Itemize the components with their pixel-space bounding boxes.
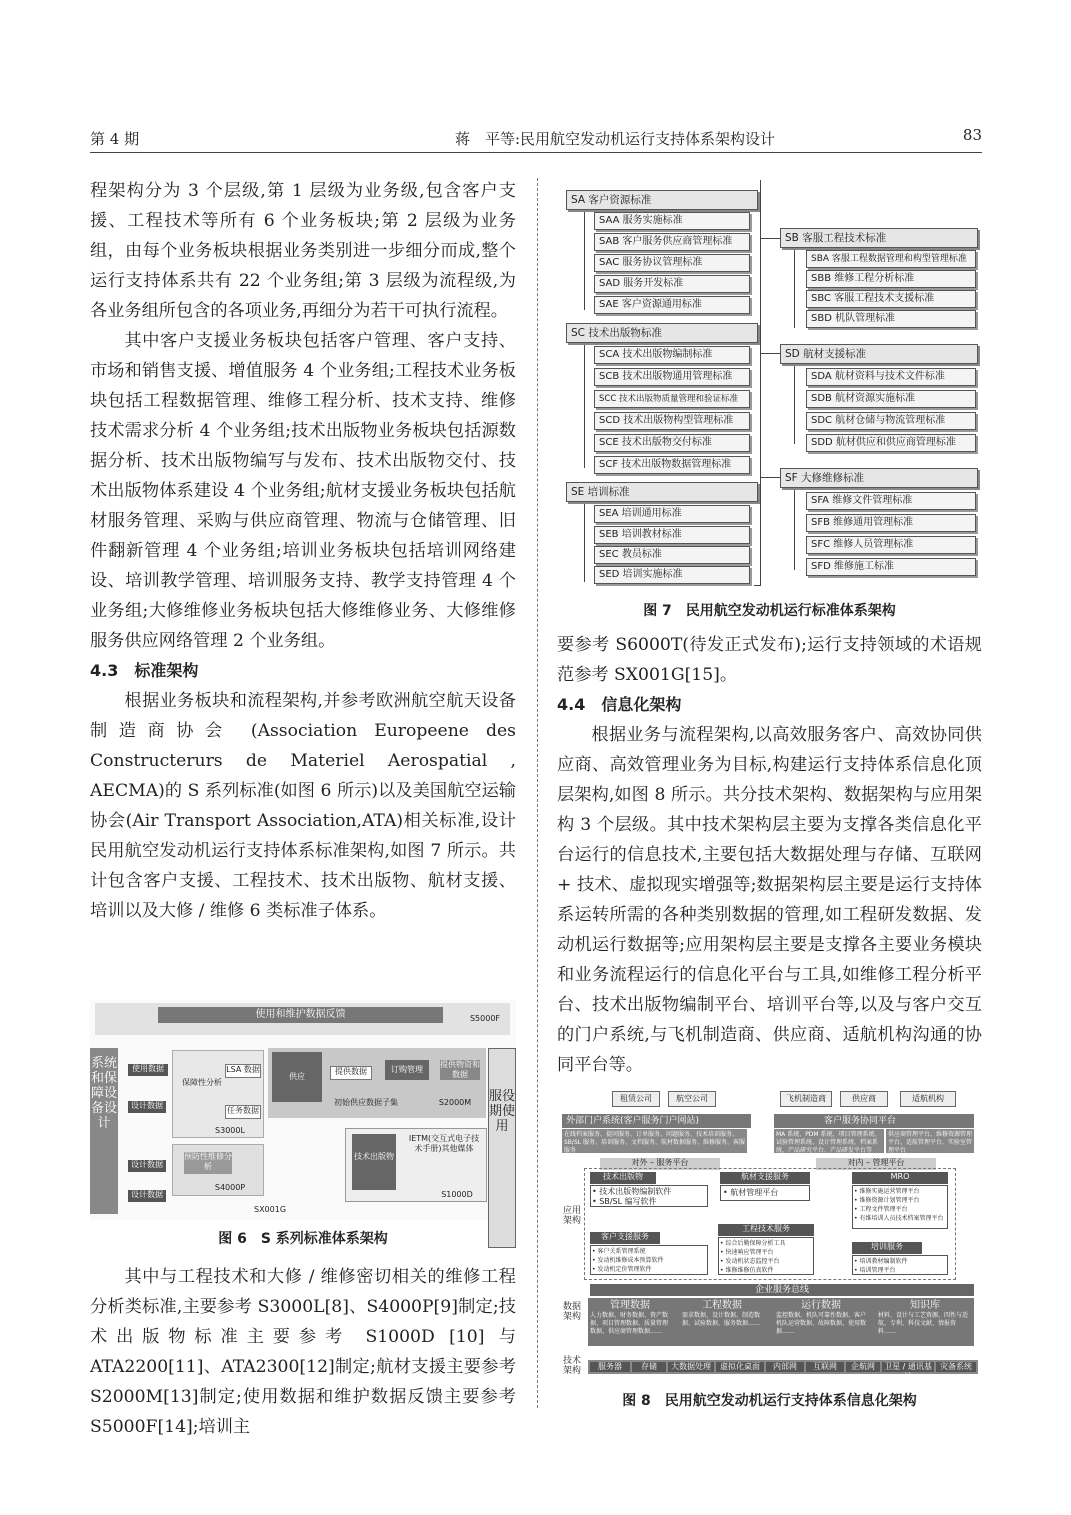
tech-pub-module: 技术出版物: [590, 1172, 656, 1184]
partner-box: 航空公司: [668, 1091, 716, 1107]
paragraph: 要参考 S6000T(待发正式发布);运行支持领域的术语规范参考 SX001G[15]。: [557, 635, 982, 685]
paragraph: 根据业务与流程架构,以高效服务客户、高效协同供应商、高效管理业务为目标,构建运行支持体系信息化顶层架构,如图 8 所示。共分技术架构、数据架构与应用架构 3 个层级。其中技术架构层主要为支撑各类信息化平台运行的信息技术,主要包括大数据处理与存储、互联网 + 技术、虚拟现实增强等;数据架构层主要是运行支持体系运转所需的各种类别数据的管理,如工程研发数据、发动机运行数据等;应用架构层主要是支撑各主要业务模块和业务流程运行的信息化平台与工具,如维修工程分析平台、技术出版物编制平台、培训平台等,以及与客户交互的门户系统,与飞机制造商、供应商、适航机构沟通的协同平台等。: [557, 725, 982, 1075]
group-sf: SF 大修维修标准: [780, 468, 978, 488]
standard-item: SDA 航材资料与技术文件标准: [806, 368, 976, 386]
running-header: [90, 126, 982, 153]
partner-box: 供应商: [840, 1091, 888, 1107]
material-items: • 航材管理平台: [720, 1185, 810, 1201]
figure-7: [560, 180, 980, 590]
standard-item: SCE 技术出版物交付标准: [594, 434, 750, 452]
standard-item: SEC 教员标准: [594, 546, 750, 564]
data-col-title: 管理数据: [610, 1300, 650, 1311]
internal-platform: 对内 – 管理平台: [816, 1158, 936, 1170]
tech-item: 灾备系统: [936, 1362, 976, 1372]
group-sc: SC 技术出版物标准: [566, 323, 758, 343]
paragraph: 根据业务板块和流程架构,并参考欧洲航空航天设备制造商协会 (Association Europeene des Constructerurs de Materiel Aerospatial , AECMA)的 S 系列标准(如图 6 所示)以及美国航空运输协会(Air Transport Association,ATA)相关标准,设计民用航空发动机运行支持体系标准架构,如图 7 所示。共计包含客户支援、工程技术、技术出版物、航材支援、培训以及大修 / 维修 6 类标准子体系。: [90, 691, 516, 921]
support-analysis: 保障性分析: [182, 1078, 222, 1087]
customer-items: • 客户关系管理系统 • 发动机维修成本预算软件 • 发动机定价管理软件: [590, 1245, 708, 1275]
label-s2000m: S2000M: [438, 1098, 472, 1107]
lsa-data: LSA 数据: [225, 1064, 261, 1078]
external-platform: 对外 – 服务平台: [600, 1158, 720, 1170]
tech-pub-box: 技术出版物: [352, 1134, 396, 1190]
engineering-items: • 综合后勤保障分析工具 • 快速响应管理平台 • 发动机状态监控平台 • 维修维修仿真软件: [718, 1237, 814, 1275]
standard-item: SAB 客户服务供应商管理标准: [594, 233, 750, 251]
standard-item: SFA 维修文件管理标准: [806, 492, 976, 510]
standard-item: SCD 技术出版物构型管理标准: [594, 412, 750, 430]
paragraph: 程架构分为 3 个层级,第 1 层级为业务级,包含客户支援、工程技术等所有 6 个业务板块;第 2 层级为业务组，由每个业务板块根据业务类别进一步细分而成,整个运行支持体系共有 22 个业务组;第 3 层级为流程级,为各业务组所包含的各项业务,再细分为若干可执行流程。: [90, 181, 516, 321]
right-side-label: 服役期使用: [488, 1048, 516, 1248]
group-sa: SA 客户资源标准: [566, 190, 758, 210]
standard-item: SEA 培训通用标准: [594, 505, 750, 523]
tech-item: 大数据处理: [668, 1362, 714, 1372]
label-s3000l: S3000L: [215, 1126, 245, 1135]
provide-data: 提供数据: [330, 1066, 372, 1080]
tech-item: 服务器: [590, 1362, 630, 1372]
standard-item: SDD 航材供应和供应商管理标准: [806, 434, 976, 452]
initial-supply: 初始供应数据子集: [334, 1098, 398, 1107]
issue-number: 第 4 期: [90, 130, 140, 148]
figure-6: [90, 1000, 516, 1220]
data-col-title: 运行数据: [801, 1300, 841, 1311]
standard-item: SAC 服务协议管理标准: [594, 254, 750, 272]
tech-item: 互联网: [806, 1362, 844, 1372]
standard-item: SCC 技术出版物质量管理和验证标准: [594, 390, 750, 408]
data-col-desc: 人力数据、财务数据、资产数据、项目管理数据、质量管理数据、供应商管理数据……: [590, 1312, 669, 1335]
portal-desc: 在线档案服务、提问服务、订单服务、问题服务、技术培训服务、SB/SL 服务、培训服务、文档服务、航材数据服务、维修服务、客服服务: [564, 1131, 746, 1154]
training-module: 培训服务: [852, 1242, 922, 1254]
figure-7-caption: 图 7 民用航空发动机运行标准体系架构: [643, 603, 896, 619]
tech-item: 内部网: [766, 1362, 804, 1372]
mro-module: MRO: [852, 1172, 948, 1184]
tech-layer-label: 技术架构: [562, 1356, 581, 1376]
standard-item: SDC 航材仓储与物流管理标准: [806, 412, 976, 430]
standard-item: SED 培训实施标准: [594, 566, 750, 584]
training-items: • 培训教材编制软件 • 培训管理平台: [852, 1255, 948, 1275]
left-column-top: [90, 176, 516, 926]
label-sx001g: SX001G: [253, 1205, 287, 1214]
mro-items: • 维修实施运营管理平台 • 维修资源计划管理平台 • 工程文件管理平台 • 有维培训人员技术档案管理平台: [852, 1185, 948, 1229]
standard-item: SAE 客户资源通用标准: [594, 296, 750, 314]
standard-item: SBC 客服工程技术支援标准: [806, 290, 976, 308]
portal-title: 外部门户系统(客户服务门户网站): [562, 1114, 751, 1128]
figure-8: [560, 1088, 982, 1380]
tech-item: 企航网: [846, 1362, 880, 1372]
standard-item: SFC 维修人员管理标准: [806, 536, 976, 554]
customer-module: 客户支援服务: [590, 1232, 660, 1244]
preventive-analysis: 预防性维修分析: [184, 1152, 232, 1174]
partner-box: 飞机制造商: [780, 1091, 832, 1107]
use-data: 使用数据: [128, 1064, 168, 1076]
standard-item: SFD 维修施工标准: [806, 558, 976, 576]
group-sd: SD 航材支援标准: [780, 344, 978, 364]
standard-item: SFB 维修通用管理标准: [806, 514, 976, 532]
right-column: [557, 630, 982, 1080]
standard-item: SCF 技术出版物数据管理标准: [594, 456, 750, 474]
paragraph: 其中与工程技术和大修 / 维修密切相关的维修工程分析类标准,主要参考 S3000L[8]、S4000P[9]制定;技术出版物标准主要参考 S1000D [10] 与 ATA2200[11]、ATA2300[12]制定;航材支援主要参考 S2000M[13]制定;使用数据和维护数据反馈主要参考 S5000F[14];培训主: [90, 1267, 516, 1437]
tech-item: 存储: [632, 1362, 666, 1372]
standard-item: SEB 培训教材标准: [594, 526, 750, 544]
data-col-title: 知识库: [910, 1300, 940, 1311]
tech-item: 虚拟化桌面: [716, 1362, 764, 1372]
design-data: 设计数据: [128, 1101, 166, 1113]
label-s1000d: S1000D: [441, 1190, 473, 1199]
data-col-desc: 材料、设计与工艺资源、四性与适航、专利、科技文献、情报资料……: [878, 1312, 969, 1335]
standard-item: SAA 服务实施标准: [594, 212, 750, 230]
collab-title: 客户服务协同平台: [774, 1114, 974, 1128]
left-side-label: 系统和保障设备设计: [90, 1048, 118, 1214]
design-data: 设计数据: [128, 1190, 166, 1202]
app-layer-label: 应用架构: [562, 1206, 581, 1226]
figure-6-caption: 图 6 S 系列标准体系架构: [218, 1231, 388, 1247]
standard-item: SBA 客服工程数据管理和构型管理标准: [806, 250, 976, 268]
label-s4000p: S4000P: [214, 1183, 246, 1192]
label-s5000f: S5000F: [469, 1014, 501, 1023]
feedback-bar: 使用和维护数据反馈: [158, 1007, 443, 1023]
material-module: 航材支援服务: [720, 1172, 810, 1184]
data-col-title: 工程数据: [702, 1300, 742, 1311]
section-heading: 4.3 标准架构: [90, 661, 199, 680]
data-col-desc: 监控数据、机队可靠性数据、客户机队运营数据、故障数据、使用数据……: [776, 1312, 867, 1335]
group-se: SE 培训标准: [566, 482, 758, 502]
standard-item: SAD 服务开发标准: [594, 275, 750, 293]
partner-box: 租赁公司: [612, 1091, 660, 1107]
standard-item: SDB 航材资源实施标准: [806, 390, 976, 408]
collab-desc: 供应商管理平台、维修资源管理平台、适航管理平台、实验室管理平台: [888, 1131, 973, 1154]
page-number: 83: [962, 126, 982, 144]
standard-item: SBD 机队管理标准: [806, 310, 976, 328]
figure-8-caption: 图 8 民用航空发动机运行支持体系信息化架构: [622, 1393, 917, 1409]
standard-item: SCB 技术出版物通用管理标准: [594, 368, 750, 386]
standard-item: SBB 维修工程分析标准: [806, 270, 976, 288]
column-divider: [537, 178, 538, 1408]
paragraph: 其中客户支援业务板块包括客户管理、客户支持、市场和销售支援、增值服务 4 个业务组;工程技术业务板块包括工程数据管理、维修工程分析、技术支持、维修技术需求分析 4 个业务组;技术出版物业务板块包括源数据分析、技术出版物编写与发布、技术出版物交付、技术出版物体系建设 4 个业务组;航材支援业务板块包括航材服务管理、采购与供应商管理、物流与仓储管理、旧件翻新管理 4 个业务组;培训业务板块包括培训网络建设、培训教学管理、培训服务支持、教学支持管理 4 个业务组;大修维修业务板块包括大修维修业务、大修维修服务供应网络管理 2 个业务组。: [90, 331, 516, 651]
standard-item: SCA 技术出版物编制标准: [594, 346, 750, 364]
collab-desc: MA 系统、PDM 系统、项目管理系统、试验管理系统、设计管理系统、档案系统、产品研究平台、产品研发平台等: [774, 1129, 884, 1153]
order-mgmt: 订购管理: [385, 1060, 429, 1080]
left-column-bottom: [90, 1262, 516, 1442]
tech-item: 卫星 / 通讯基站: [882, 1362, 934, 1372]
provide-material: 提供物资和数据: [440, 1060, 480, 1079]
enterprise-bus: 企业服务总线: [590, 1284, 974, 1296]
data-layer-label: 数据架构: [562, 1302, 581, 1322]
design-data: 设计数据: [128, 1160, 166, 1172]
ietm-label: IETM(交互式电子技术手册)其他媒体: [408, 1134, 480, 1153]
section-heading: 4.4 信息化架构: [557, 695, 682, 714]
running-title: 蒋 平等:民用航空发动机运行支持体系架构设计: [455, 130, 776, 148]
group-sb: SB 客服工程技术标准: [780, 228, 978, 248]
task-data: 任务数据: [225, 1105, 261, 1119]
tech-pub-items: • 技术出版物编制软件 • SB/SL 编写软件: [590, 1185, 708, 1207]
engineering-module: 工程技术服务: [718, 1224, 814, 1236]
data-col-desc: 需求数据、设计数据、制造数据、试验数据、服务数据……: [682, 1312, 761, 1327]
partner-box: 适航机构: [900, 1091, 956, 1107]
supply-box: 供应: [272, 1052, 322, 1102]
